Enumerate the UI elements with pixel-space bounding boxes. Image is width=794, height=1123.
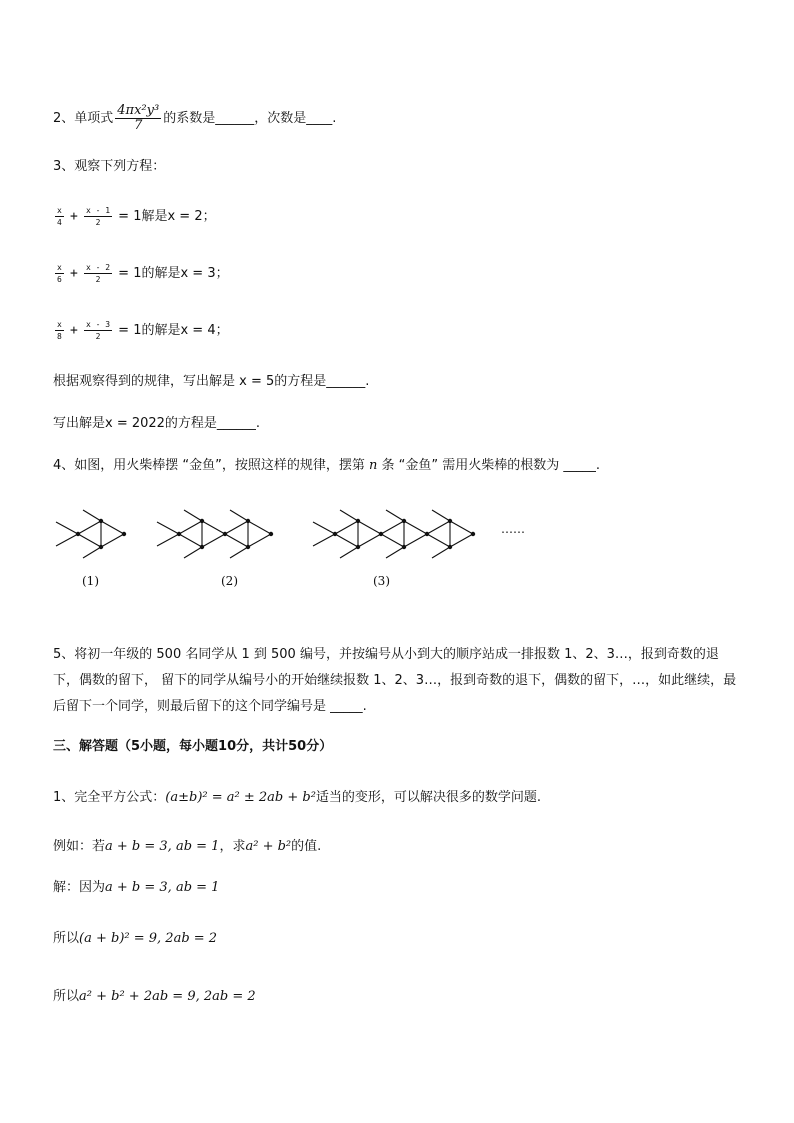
eq1-d2: 2 <box>95 218 101 227</box>
eq3-plus: + <box>69 323 78 338</box>
eq1-frac-1 <box>55 205 64 228</box>
goldfish-figure <box>0 500 794 580</box>
eq3-n1: x <box>57 320 62 329</box>
q4-text-a: 4、如图，用火柴棒摆 “金鱼”，按照这样的规律，摆第 <box>53 458 370 473</box>
fish-2-dots <box>177 519 273 549</box>
figure-label-2: (2) <box>221 574 238 588</box>
eq3-d1: 8 <box>57 332 62 341</box>
eq2-n1: x <box>57 263 62 272</box>
eq2-frac-2 <box>84 262 112 285</box>
eq3-d2: 2 <box>95 332 101 341</box>
section-3-title: 三、解答题（5小题，每小题10分，共计50分） <box>53 739 333 754</box>
s1-line-4 <box>53 929 217 949</box>
eq3-frac-2 <box>84 319 112 342</box>
s1-line3-formula: a + b = 3, ab = 1 <box>105 880 220 895</box>
eq1-n2: x - 1 <box>85 206 111 215</box>
fish-1 <box>56 510 124 558</box>
eq1-n1: x <box>57 206 62 215</box>
q3-line-b: 写出解是x = 2022的方程是______. <box>53 416 261 431</box>
eq1-d1: 4 <box>57 218 62 227</box>
s1-line3-prefix: 解：因为 <box>53 880 106 895</box>
q2-suffix: 的系数是______，次数是____. <box>163 111 337 126</box>
s1-line4-formula: (a + b)² = 9, 2ab = 2 <box>79 931 218 946</box>
figure-label-3: (3) <box>373 574 390 588</box>
fish-2 <box>157 510 271 558</box>
eq3-rest: = 1的解是x = 4； <box>118 323 229 338</box>
s1-line2-formula: a + b = 3, ab = 1 <box>105 839 220 854</box>
s1-line-1 <box>53 788 541 808</box>
eq1-rest: = 1解是x = 2； <box>118 209 216 224</box>
eq2-d2: 2 <box>95 275 101 284</box>
s1-line5-formula: a² + b² + 2ab = 9, 2ab = 2 <box>79 989 256 1004</box>
s1-line4-prefix: 所以 <box>53 931 80 946</box>
question-5: 5、将初一年级的 500 名同学从 1 到 500 编号，并按编号从小到大的顺序站成一排报数 1、2、3…，报到奇数的退下，偶数的留下， 留下的同学从编号小的开始继续报数 1、2、3…，报到奇数的退下，偶数的留下，…，如此继续，最后留下一个同学，则最后留下的这个同学编号是 _____. <box>53 647 737 714</box>
s1-line-2 <box>53 837 321 857</box>
s1-line-3 <box>53 878 219 898</box>
question-4 <box>53 456 600 476</box>
eq2-frac-1 <box>55 262 64 285</box>
s1-line1-formula: (a±b)² = a² ± 2ab + b² <box>165 790 316 805</box>
eq1-frac-2 <box>84 205 112 228</box>
q2-frac-num: 4πx²y³ <box>117 103 160 118</box>
q2-prefix: 2、单项式 <box>53 111 114 126</box>
eq3-n2: x - 3 <box>85 320 111 329</box>
eq2-n2: x - 2 <box>85 263 111 272</box>
q3-equation-3 <box>53 319 229 342</box>
q3-equation-1 <box>53 205 216 228</box>
s1-line2-prefix: 例如：若 <box>53 839 106 854</box>
eq2-rest: = 1的解是x = 3； <box>118 266 229 281</box>
s1-line-5 <box>53 987 256 1007</box>
eq1-plus: + <box>69 209 78 224</box>
q2-fraction <box>115 104 161 133</box>
figure-ellipsis: …… <box>501 522 525 536</box>
figure-label-1: (1) <box>82 574 99 588</box>
s1-line5-prefix: 所以 <box>53 989 80 1004</box>
q4-text-b: 条 “金鱼” 需用火柴棒的根数为 _____. <box>377 458 601 473</box>
q2-frac-den: 7 <box>134 118 143 133</box>
eq2-d1: 6 <box>57 275 62 284</box>
eq2-plus: + <box>69 266 78 281</box>
s1-line1-suffix: 适当的变形，可以解决很多的数学问题. <box>315 790 542 805</box>
q4-var: n <box>369 458 378 473</box>
s1-line1-prefix: 1、完全平方公式： <box>53 790 166 805</box>
s1-line2-suffix: 的值. <box>291 839 322 854</box>
q3-line-a: 根据观察得到的规律，写出解是 x = 5的方程是______. <box>53 374 370 389</box>
s1-line2-formula2: a² + b² <box>245 839 292 854</box>
s1-line2-mid: ，求 <box>219 839 246 854</box>
eq3-frac-1 <box>55 319 64 342</box>
q3-equation-2 <box>53 262 229 285</box>
q3-intro: 3、观察下列方程： <box>53 159 166 174</box>
question-2 <box>53 104 336 133</box>
